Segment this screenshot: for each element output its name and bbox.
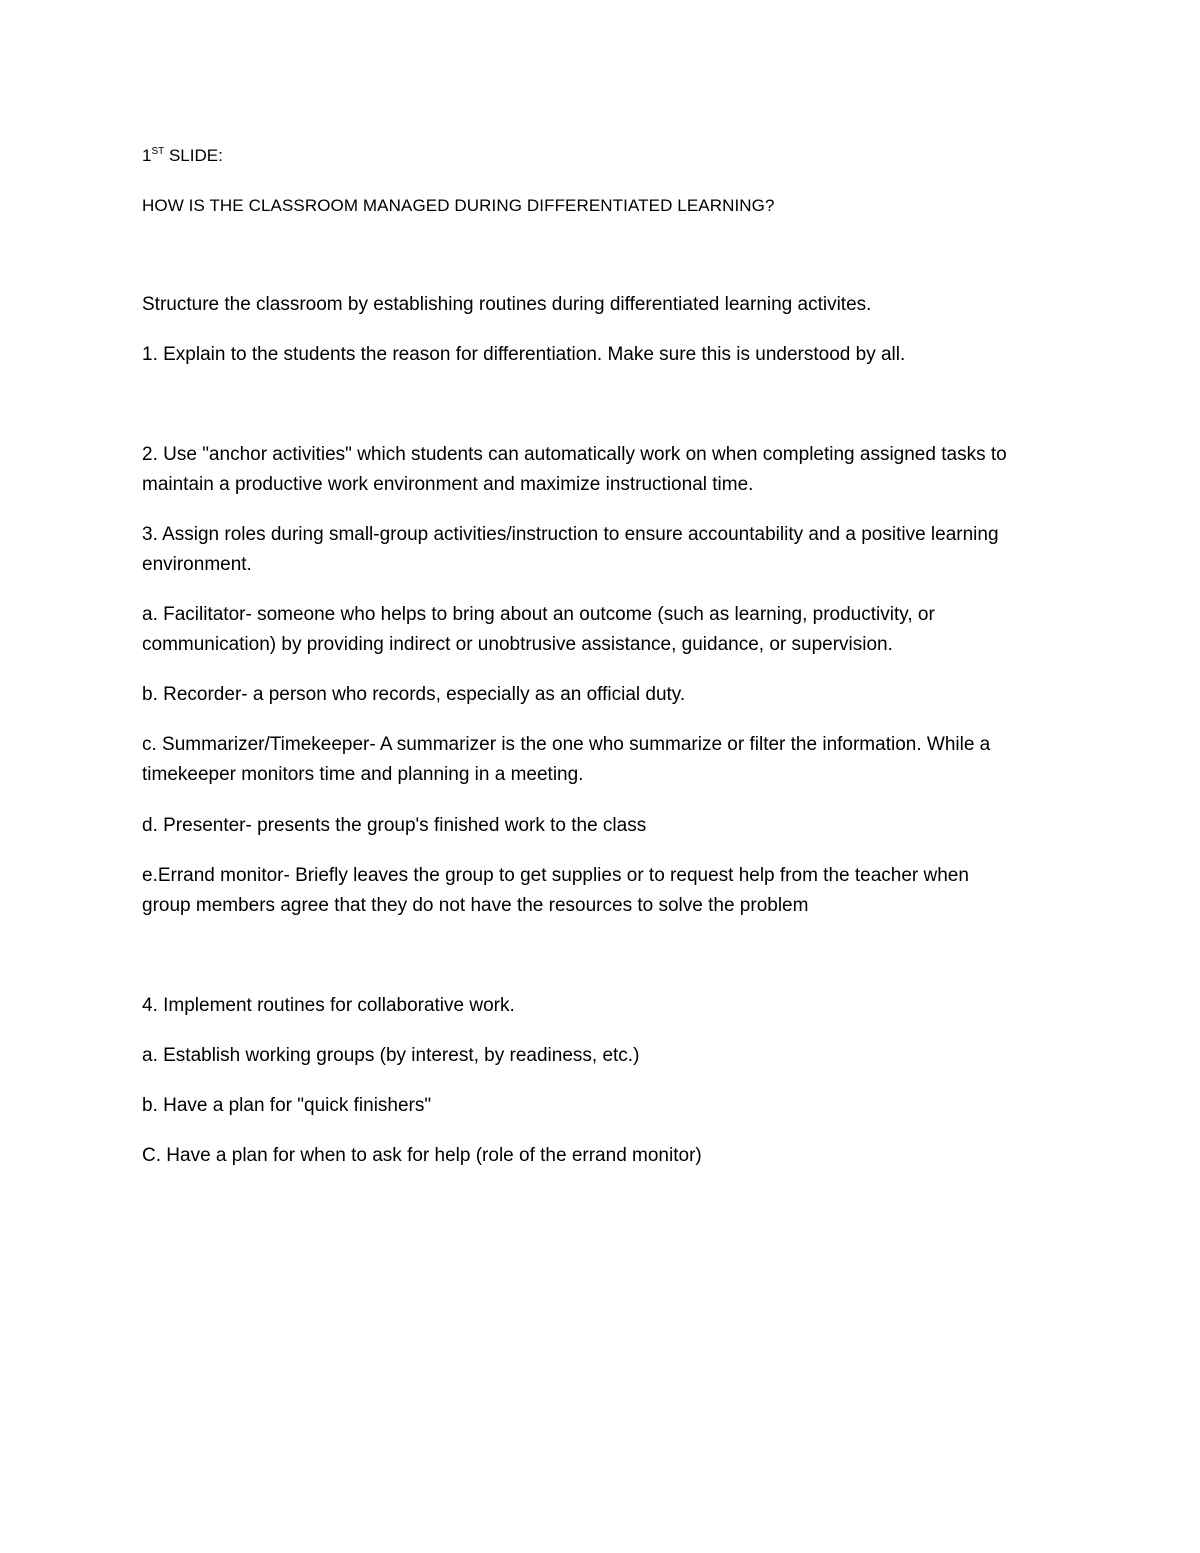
slide-label: [142, 141, 1062, 171]
slide-number: 1: [142, 146, 152, 165]
role-b: b. Recorder- a person who records, especially as an official duty.: [142, 684, 686, 705]
list-item-3-line-1: 3. Assign roles during small-group activities/instruction to ensure accountability and a positive learning: [142, 524, 999, 545]
role-a-line-2: communication) by providing indirect or unobtrusive assistance, guidance, or supervision.: [142, 634, 893, 655]
slide-number-suffix: ST: [151, 146, 165, 157]
page-heading: HOW IS THE CLASSROOM MANAGED DURING DIFFERENTIATED LEARNING?: [142, 196, 775, 215]
role-e-line-2: group members agree that they do not have the resources to solve the problem: [142, 895, 809, 916]
intro-paragraph: Structure the classroom by establishing routines during differentiated learning activites.: [142, 294, 872, 315]
list-item-1: 1. Explain to the students the reason for differentiation. Make sure this is understood by all.: [142, 344, 906, 365]
role-c-line-2: timekeeper monitors time and planning in a meeting.: [142, 764, 584, 785]
slide-label-text: SLIDE:: [164, 146, 223, 165]
list-item-2-line-1: 2. Use "anchor activities" which students can automatically work on when completing assigned tasks to: [142, 444, 1007, 465]
role-c-line-1: c. Summarizer/Timekeeper- A summarizer is the one who summarize or filter the information. While a: [142, 734, 991, 755]
list-item-2-line-2: maintain a productive work environment and maximize instructional time.: [142, 474, 754, 495]
role-e-line-1: e.Errand monitor- Briefly leaves the group to get supplies or to request help from the teacher when: [142, 865, 969, 886]
routine-c: C. Have a plan for when to ask for help (role of the errand monitor): [142, 1145, 702, 1166]
routine-b: b. Have a plan for "quick finishers": [142, 1095, 432, 1116]
role-d: d. Presenter- presents the group's finished work to the class: [142, 815, 647, 836]
role-a-line-1: a. Facilitator- someone who helps to bring about an outcome (such as learning, productivity, or: [142, 604, 935, 625]
routine-a: a. Establish working groups (by interest, by readiness, etc.): [142, 1045, 640, 1066]
list-item-3-line-2: environment.: [142, 554, 252, 575]
list-item-4: 4. Implement routines for collaborative work.: [142, 995, 515, 1016]
